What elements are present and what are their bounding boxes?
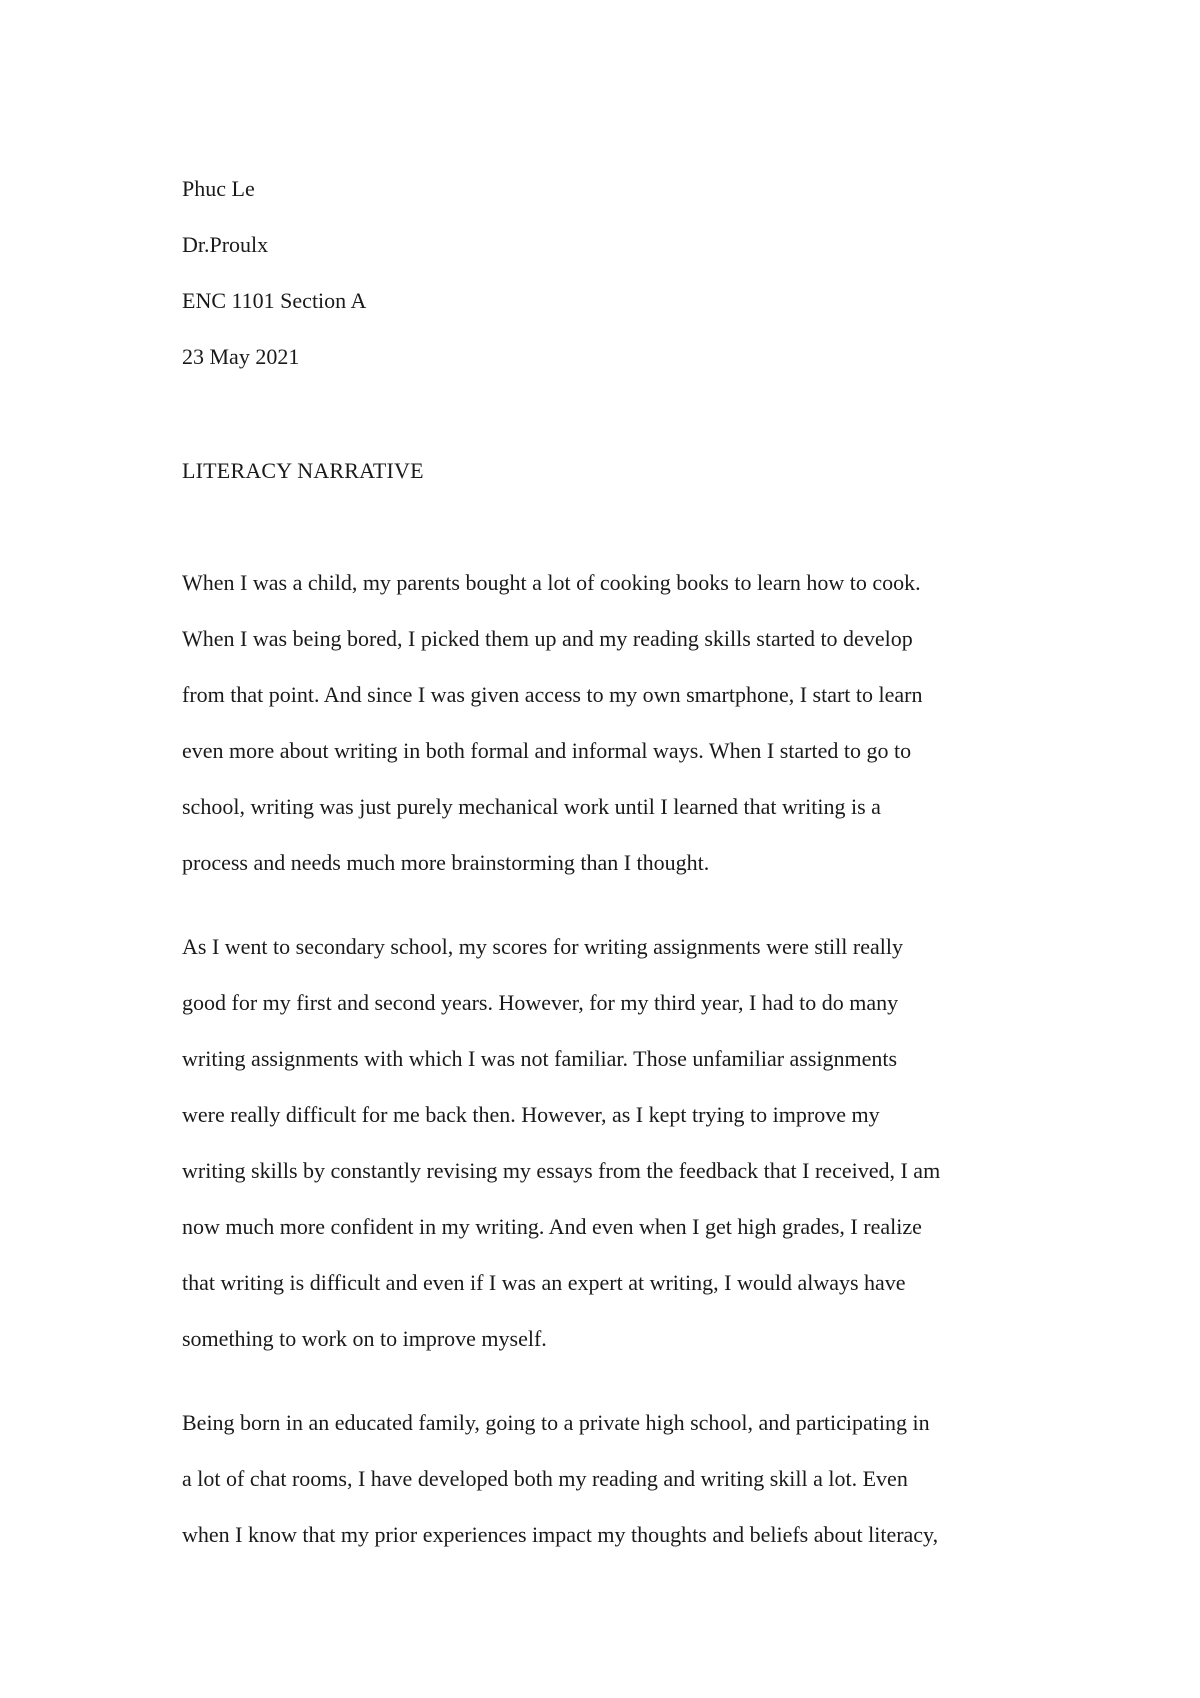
paragraph-2 <box>182 919 1040 1367</box>
paragraph-line: that writing is difficult and even if I was an expert at writing, I would always have <box>182 1270 906 1295</box>
paragraph-line: school, writing was just purely mechanical work until I learned that writing is a <box>182 794 881 819</box>
document-header <box>182 161 1042 385</box>
paragraph-line: Being born in an educated family, going to a private high school, and participating in <box>182 1410 930 1435</box>
paragraph-line: from that point. And since I was given access to my own smartphone, I start to learn <box>182 682 923 707</box>
paragraph-line: were really difficult for me back then. However, as I kept trying to improve my <box>182 1102 880 1127</box>
paragraph-line: when I know that my prior experiences impact my thoughts and beliefs about literacy, <box>182 1522 939 1547</box>
document-title: LITERACY NARRATIVE <box>182 458 424 483</box>
document-body <box>182 555 1040 1591</box>
paragraph-3 <box>182 1395 1040 1563</box>
course-name: ENC 1101 Section A <box>182 288 367 313</box>
paragraph-line: good for my first and second years. However, for my third year, I had to do many <box>182 990 899 1015</box>
author-name: Phuc Le <box>182 176 255 201</box>
paragraph-1 <box>182 555 1040 891</box>
paragraph-line: even more about writing in both formal and informal ways. When I started to go to <box>182 738 912 763</box>
paragraph-line: As I went to secondary school, my scores for writing assignments were still really <box>182 934 903 959</box>
paragraph-line: writing skills by constantly revising my essays from the feedback that I received, I am <box>182 1158 941 1183</box>
paragraph-line: When I was being bored, I picked them up and my reading skills started to develop <box>182 626 913 651</box>
paragraph-line: a lot of chat rooms, I have developed both my reading and writing skill a lot. Even <box>182 1466 908 1491</box>
paragraph-line: something to work on to improve myself. <box>182 1326 547 1351</box>
paragraph-line: process and needs much more brainstorming than I thought. <box>182 850 710 875</box>
instructor-name: Dr.Proulx <box>182 232 269 257</box>
paragraph-line: now much more confident in my writing. And even when I get high grades, I realize <box>182 1214 922 1239</box>
document-date: 23 May 2021 <box>182 344 300 369</box>
paragraph-line: When I was a child, my parents bought a lot of cooking books to learn how to cook. <box>182 570 921 595</box>
paragraph-line: writing assignments with which I was not familiar. Those unfamiliar assignments <box>182 1046 898 1071</box>
